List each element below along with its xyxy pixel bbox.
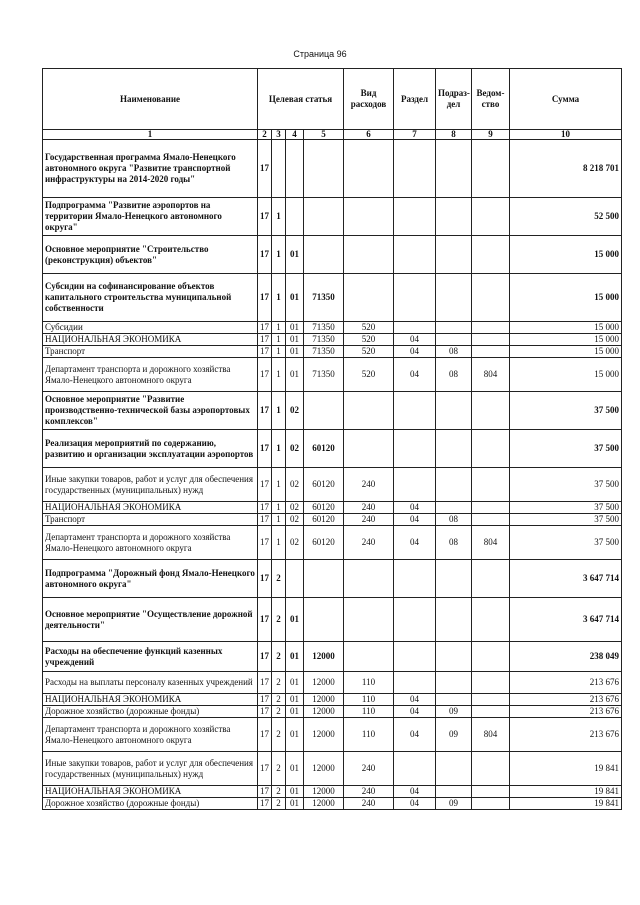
expense-type: [344, 430, 394, 468]
dept-code: [472, 346, 510, 358]
target-code-1: 17: [258, 560, 272, 598]
expense-type: 110: [344, 718, 394, 752]
subsection-code: [436, 430, 472, 468]
expense-type: [344, 642, 394, 672]
target-code-4: 71350: [304, 274, 344, 322]
row-name: Основное мероприятие "Строительство (реконструкция) объектов": [43, 236, 258, 274]
target-code-4: [304, 560, 344, 598]
column-number-row: [43, 130, 622, 140]
table-row: [43, 430, 622, 468]
target-code-1: 17: [258, 598, 272, 642]
target-code-1: 17: [258, 140, 272, 198]
header-dept: Ведом-ство: [472, 69, 510, 130]
row-name: Департамент транспорта и дорожного хозяйства Ямало-Ненецкого автономного округа: [43, 718, 258, 752]
target-code-2: 2: [272, 694, 286, 706]
row-name: Транспорт: [43, 514, 258, 526]
dept-code: [472, 706, 510, 718]
row-sum: 213 676: [510, 672, 622, 694]
target-code-4: 60120: [304, 526, 344, 560]
target-code-4: 12000: [304, 786, 344, 798]
target-code-4: 60120: [304, 430, 344, 468]
target-code-3: [286, 560, 304, 598]
target-code-4: 71350: [304, 346, 344, 358]
section-code: [394, 140, 436, 198]
target-code-1: 17: [258, 642, 272, 672]
table-row: [43, 322, 622, 334]
subsection-code: [436, 468, 472, 502]
target-code-4: [304, 598, 344, 642]
expense-type: 520: [344, 358, 394, 392]
target-code-4: 71350: [304, 322, 344, 334]
target-code-2: 2: [272, 718, 286, 752]
header-row: [43, 69, 622, 130]
expense-type: 240: [344, 514, 394, 526]
dept-code: [472, 642, 510, 672]
target-code-3: 01: [286, 236, 304, 274]
row-sum: 19 841: [510, 798, 622, 810]
row-name: Дорожное хозяйство (дорожные фонды): [43, 706, 258, 718]
section-code: 04: [394, 706, 436, 718]
subsection-code: [436, 322, 472, 334]
target-code-4: 60120: [304, 514, 344, 526]
row-sum: 19 841: [510, 752, 622, 786]
row-sum: 213 676: [510, 718, 622, 752]
target-code-2: 1: [272, 236, 286, 274]
section-code: [394, 642, 436, 672]
table-row: [43, 598, 622, 642]
section-code: [394, 430, 436, 468]
target-code-2: 1: [272, 430, 286, 468]
target-code-3: 02: [286, 468, 304, 502]
target-code-2: 1: [272, 322, 286, 334]
table-row: [43, 334, 622, 346]
subsection-code: [436, 236, 472, 274]
section-code: [394, 752, 436, 786]
target-code-2: 2: [272, 706, 286, 718]
target-code-2: 1: [272, 526, 286, 560]
target-code-1: 17: [258, 468, 272, 502]
row-sum: 15 000: [510, 334, 622, 346]
target-code-2: 1: [272, 358, 286, 392]
target-code-1: 17: [258, 672, 272, 694]
target-code-1: 17: [258, 430, 272, 468]
row-sum: 37 500: [510, 392, 622, 430]
section-code: [394, 198, 436, 236]
row-name: Субсидии: [43, 322, 258, 334]
subsection-code: [436, 694, 472, 706]
row-name: Расходы на выплаты персоналу казенных учреждений: [43, 672, 258, 694]
subsection-code: [436, 560, 472, 598]
target-code-3: 01: [286, 798, 304, 810]
expense-type: [344, 598, 394, 642]
target-code-1: 17: [258, 358, 272, 392]
section-code: [394, 468, 436, 502]
target-code-4: 60120: [304, 468, 344, 502]
header-sum: Сумма: [510, 69, 622, 130]
target-code-2: 1: [272, 468, 286, 502]
table-row: [43, 468, 622, 502]
section-code: [394, 672, 436, 694]
dept-code: [472, 798, 510, 810]
target-code-1: 17: [258, 526, 272, 560]
row-name: НАЦИОНАЛЬНАЯ ЭКОНОМИКА: [43, 502, 258, 514]
col-number: 5: [304, 130, 344, 140]
row-name: Департамент транспорта и дорожного хозяйства Ямало-Ненецкого автономного округа: [43, 526, 258, 560]
dept-code: [472, 598, 510, 642]
row-sum: 52 500: [510, 198, 622, 236]
section-code: 04: [394, 718, 436, 752]
expense-type: [344, 560, 394, 598]
table-row: [43, 786, 622, 798]
expense-type: 520: [344, 334, 394, 346]
section-code: [394, 598, 436, 642]
table-row: [43, 140, 622, 198]
section-code: [394, 236, 436, 274]
target-code-2: 1: [272, 198, 286, 236]
subsection-code: 09: [436, 798, 472, 810]
target-code-3: 01: [286, 786, 304, 798]
section-code: 04: [394, 798, 436, 810]
target-code-4: 71350: [304, 334, 344, 346]
subsection-code: [436, 642, 472, 672]
dept-code: [472, 334, 510, 346]
subsection-code: [436, 392, 472, 430]
table-row: [43, 642, 622, 672]
dept-code: [472, 672, 510, 694]
target-code-1: 17: [258, 392, 272, 430]
dept-code: [472, 430, 510, 468]
table-row: [43, 694, 622, 706]
subsection-code: [436, 334, 472, 346]
row-sum: 238 049: [510, 642, 622, 672]
expense-type: [344, 392, 394, 430]
subsection-code: [436, 672, 472, 694]
row-name: НАЦИОНАЛЬНАЯ ЭКОНОМИКА: [43, 334, 258, 346]
target-code-1: 17: [258, 322, 272, 334]
row-name: Субсидии на софинансирование объектов капитального строительства муниципальной собственности: [43, 274, 258, 322]
row-sum: 15 000: [510, 322, 622, 334]
row-name: Департамент транспорта и дорожного хозяйства Ямало-Ненецкого автономного округа: [43, 358, 258, 392]
target-code-1: 17: [258, 502, 272, 514]
header-name: Наименование: [43, 69, 258, 130]
subsection-code: [436, 502, 472, 514]
header-target: Целевая статья: [258, 69, 344, 130]
expense-type: 240: [344, 526, 394, 560]
expense-type: 110: [344, 694, 394, 706]
subsection-code: 09: [436, 718, 472, 752]
col-number: 2: [258, 130, 272, 140]
row-sum: 15 000: [510, 236, 622, 274]
target-code-4: 12000: [304, 798, 344, 810]
target-code-3: [286, 140, 304, 198]
target-code-3: 01: [286, 334, 304, 346]
section-code: 04: [394, 514, 436, 526]
row-sum: 3 647 714: [510, 560, 622, 598]
section-code: 04: [394, 786, 436, 798]
header-type: Вид расходов: [344, 69, 394, 130]
expense-type: 240: [344, 752, 394, 786]
expense-type: [344, 236, 394, 274]
target-code-3: 01: [286, 706, 304, 718]
target-code-4: 71350: [304, 358, 344, 392]
target-code-4: 12000: [304, 672, 344, 694]
row-name: Дорожное хозяйство (дорожные фонды): [43, 798, 258, 810]
target-code-2: 1: [272, 346, 286, 358]
header-subsection: Подраз-дел: [436, 69, 472, 130]
row-name: Подпрограмма "Дорожный фонд Ямало-Ненецкого автономного округа": [43, 560, 258, 598]
dept-code: [472, 514, 510, 526]
subsection-code: [436, 752, 472, 786]
row-name: Подпрограмма "Развитие аэропортов на территории Ямало-Ненецкого автономного округа": [43, 198, 258, 236]
table-row: [43, 706, 622, 718]
target-code-3: 01: [286, 672, 304, 694]
section-code: [394, 560, 436, 598]
col-number: 6: [344, 130, 394, 140]
target-code-1: 17: [258, 798, 272, 810]
table-row: [43, 346, 622, 358]
row-sum: 213 676: [510, 694, 622, 706]
col-number: 8: [436, 130, 472, 140]
dept-code: [472, 140, 510, 198]
subsection-code: 08: [436, 526, 472, 560]
row-sum: 37 500: [510, 502, 622, 514]
dept-code: [472, 274, 510, 322]
row-sum: 8 218 701: [510, 140, 622, 198]
row-name: Государственная программа Ямало-Ненецкого автономного округа "Развитие транспортной инфраструктуры на 2014-2020 годы": [43, 140, 258, 198]
target-code-3: 02: [286, 514, 304, 526]
col-number: 7: [394, 130, 436, 140]
target-code-2: 2: [272, 672, 286, 694]
row-sum: 15 000: [510, 346, 622, 358]
target-code-2: [272, 140, 286, 198]
row-name: НАЦИОНАЛЬНАЯ ЭКОНОМИКА: [43, 694, 258, 706]
subsection-code: 08: [436, 346, 472, 358]
target-code-1: 17: [258, 752, 272, 786]
dept-code: [472, 694, 510, 706]
target-code-1: 17: [258, 198, 272, 236]
target-code-4: 12000: [304, 694, 344, 706]
subsection-code: [436, 198, 472, 236]
target-code-3: 01: [286, 642, 304, 672]
target-code-1: 17: [258, 786, 272, 798]
row-name: Основное мероприятие "Осуществление дорожной деятельности": [43, 598, 258, 642]
expense-type: 240: [344, 502, 394, 514]
table-row: [43, 560, 622, 598]
expense-type: 520: [344, 322, 394, 334]
dept-code: 804: [472, 718, 510, 752]
col-number: 9: [472, 130, 510, 140]
table-row: [43, 798, 622, 810]
target-code-3: 01: [286, 752, 304, 786]
section-code: 04: [394, 502, 436, 514]
target-code-3: [286, 198, 304, 236]
target-code-2: 2: [272, 798, 286, 810]
target-code-3: 01: [286, 598, 304, 642]
dept-code: [472, 468, 510, 502]
target-code-4: [304, 392, 344, 430]
row-sum: 3 647 714: [510, 598, 622, 642]
table-row: [43, 198, 622, 236]
subsection-code: [436, 140, 472, 198]
target-code-2: 2: [272, 598, 286, 642]
dept-code: [472, 786, 510, 798]
subsection-code: 09: [436, 706, 472, 718]
table-row: [43, 752, 622, 786]
expense-type: 110: [344, 672, 394, 694]
page-label: Страница 96: [293, 49, 347, 59]
target-code-2: 2: [272, 560, 286, 598]
dept-code: [472, 236, 510, 274]
section-code: 04: [394, 358, 436, 392]
dept-code: [472, 502, 510, 514]
row-name: Основное мероприятие "Развитие производственно-технической базы аэропортовых комплексов": [43, 392, 258, 430]
target-code-2: 1: [272, 392, 286, 430]
target-code-3: 02: [286, 430, 304, 468]
target-code-4: [304, 198, 344, 236]
subsection-code: [436, 598, 472, 642]
budget-table: [42, 68, 622, 810]
expense-type: 240: [344, 786, 394, 798]
target-code-2: 1: [272, 502, 286, 514]
target-code-1: 17: [258, 514, 272, 526]
expense-type: 240: [344, 798, 394, 810]
row-sum: 19 841: [510, 786, 622, 798]
col-number: 1: [43, 130, 258, 140]
target-code-3: 01: [286, 358, 304, 392]
subsection-code: [436, 786, 472, 798]
target-code-1: 17: [258, 274, 272, 322]
expense-type: 240: [344, 468, 394, 502]
target-code-1: 17: [258, 346, 272, 358]
target-code-4: [304, 236, 344, 274]
table-row: [43, 514, 622, 526]
dept-code: 804: [472, 526, 510, 560]
dept-code: [472, 560, 510, 598]
dept-code: [472, 322, 510, 334]
row-sum: 37 500: [510, 514, 622, 526]
dept-code: [472, 392, 510, 430]
target-code-1: 17: [258, 718, 272, 752]
target-code-3: 02: [286, 526, 304, 560]
target-code-2: 2: [272, 642, 286, 672]
target-code-2: 1: [272, 334, 286, 346]
table-row: [43, 358, 622, 392]
target-code-2: 1: [272, 514, 286, 526]
expense-type: 520: [344, 346, 394, 358]
table-row: [43, 672, 622, 694]
section-code: [394, 322, 436, 334]
col-number: 10: [510, 130, 622, 140]
target-code-1: 17: [258, 334, 272, 346]
row-name: Иные закупки товаров, работ и услуг для обеспечения государственных (муниципальных) нужд: [43, 468, 258, 502]
row-sum: 15 000: [510, 274, 622, 322]
row-sum: 37 500: [510, 468, 622, 502]
expense-type: [344, 140, 394, 198]
row-sum: 37 500: [510, 526, 622, 560]
section-code: 04: [394, 334, 436, 346]
target-code-1: 17: [258, 694, 272, 706]
target-code-4: 12000: [304, 752, 344, 786]
subsection-code: [436, 274, 472, 322]
table-row: [43, 718, 622, 752]
section-code: 04: [394, 694, 436, 706]
target-code-4: 12000: [304, 642, 344, 672]
table-row: [43, 274, 622, 322]
header-section: Раздел: [394, 69, 436, 130]
target-code-3: 01: [286, 274, 304, 322]
dept-code: [472, 752, 510, 786]
table-row: [43, 236, 622, 274]
target-code-3: 01: [286, 346, 304, 358]
row-name: Реализация мероприятий по содержанию, развитию и организации эксплуатации аэропортов: [43, 430, 258, 468]
target-code-3: 01: [286, 718, 304, 752]
target-code-2: 2: [272, 752, 286, 786]
row-name: Иные закупки товаров, работ и услуг для обеспечения государственных (муниципальных) нужд: [43, 752, 258, 786]
target-code-1: 17: [258, 236, 272, 274]
target-code-4: 60120: [304, 502, 344, 514]
table-row: [43, 392, 622, 430]
target-code-4: [304, 140, 344, 198]
target-code-2: 1: [272, 274, 286, 322]
section-code: [394, 392, 436, 430]
row-name: Расходы на обеспечение функций казенных учреждений: [43, 642, 258, 672]
col-number: 3: [272, 130, 286, 140]
dept-code: 804: [472, 358, 510, 392]
expense-type: 110: [344, 706, 394, 718]
row-name: Транспорт: [43, 346, 258, 358]
table-row: [43, 526, 622, 560]
subsection-code: 08: [436, 514, 472, 526]
expense-type: [344, 198, 394, 236]
row-sum: 213 676: [510, 706, 622, 718]
section-code: [394, 274, 436, 322]
target-code-4: 12000: [304, 718, 344, 752]
target-code-2: 2: [272, 786, 286, 798]
row-sum: 37 500: [510, 430, 622, 468]
row-name: НАЦИОНАЛЬНАЯ ЭКОНОМИКА: [43, 786, 258, 798]
target-code-3: 02: [286, 392, 304, 430]
target-code-3: 01: [286, 694, 304, 706]
section-code: 04: [394, 526, 436, 560]
table-row: [43, 502, 622, 514]
target-code-3: 01: [286, 322, 304, 334]
section-code: 04: [394, 346, 436, 358]
col-number: 4: [286, 130, 304, 140]
expense-type: [344, 274, 394, 322]
subsection-code: 08: [436, 358, 472, 392]
target-code-1: 17: [258, 706, 272, 718]
dept-code: [472, 198, 510, 236]
target-code-4: 12000: [304, 706, 344, 718]
target-code-3: 02: [286, 502, 304, 514]
row-sum: 15 000: [510, 358, 622, 392]
